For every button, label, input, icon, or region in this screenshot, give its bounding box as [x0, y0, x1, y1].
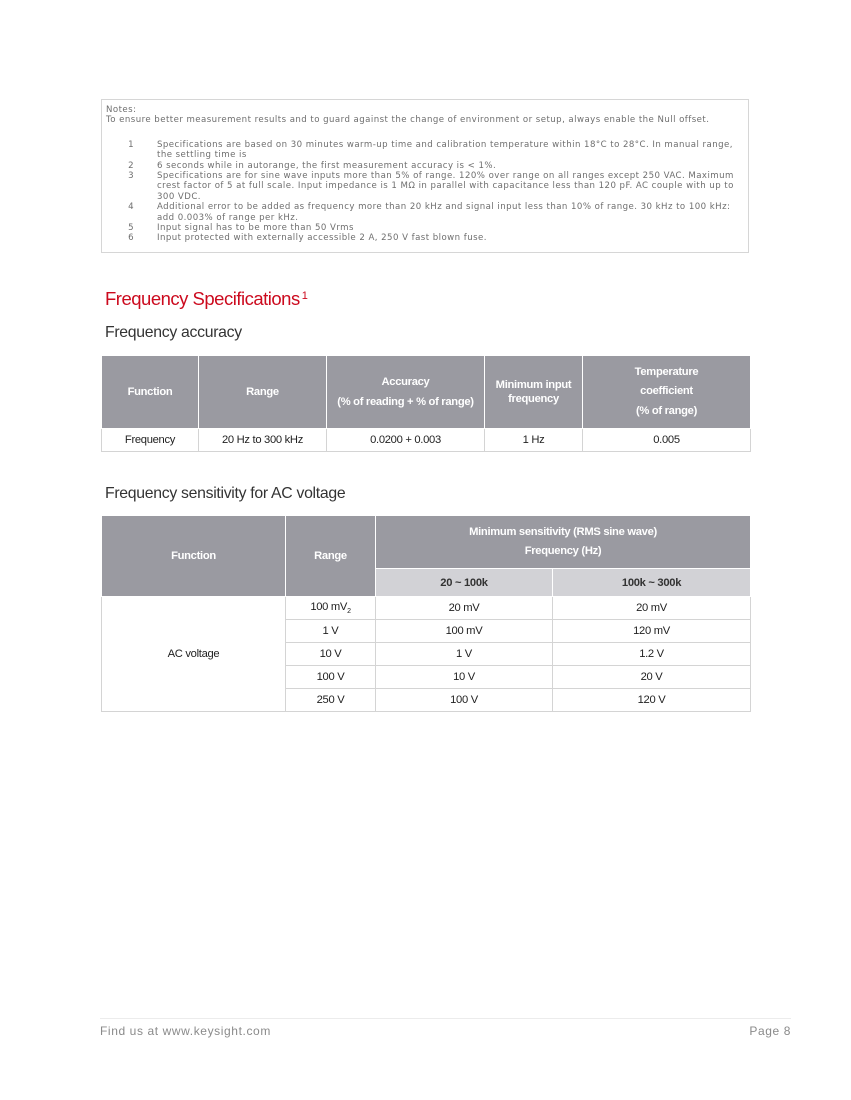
cell-sensitivity-high: 120 V [553, 689, 751, 712]
note-number: 3 [128, 171, 134, 182]
cell-sensitivity-high: 1.2 V [553, 643, 751, 666]
cell-sensitivity-high: 20 V [553, 666, 751, 689]
notes-box [101, 99, 749, 253]
note-text: Additional error to be added as frequency more than 20 kHz and signal input less than 10% of range. 30 kHz to 100 kHz: add 0.003% of range per kHz. [157, 202, 731, 223]
header-temp-line1: Temperature [634, 365, 699, 378]
header-freq-low: 20 ~ 100k [376, 569, 553, 597]
cell-sensitivity-low: 100 mV [376, 620, 553, 643]
header-range: Range [286, 516, 376, 597]
header-function: Function [102, 516, 286, 597]
cell-sensitivity-low: 100 V [376, 689, 553, 712]
note-text: Specifications are for sine wave inputs more than 5% of range. 120% over range on all ranges except 250 VAC. Maximum crest factor of 5 at full scale. Input impedance is 1 MΩ in parallel with capacitance less than 120 pF. AC couple with up to 300 VDC. [157, 171, 734, 202]
footer-divider [100, 1018, 791, 1019]
cell-range-text: 100 mV [310, 600, 348, 613]
accuracy-header-row [102, 356, 751, 429]
note-number: 5 [128, 223, 134, 234]
section-title [105, 288, 307, 310]
header-accuracy-line1: Accuracy [381, 376, 430, 388]
table-row [102, 597, 751, 620]
cell-function: AC voltage [102, 597, 286, 712]
note-item [106, 161, 744, 171]
header-min-sensitivity [376, 516, 751, 569]
cell-sensitivity-high: 120 mV [553, 620, 751, 643]
cell-range: 10 V [286, 643, 376, 666]
header-function: Function [102, 356, 199, 429]
note-item [106, 223, 744, 233]
table-row [102, 429, 751, 452]
note-number: 6 [128, 233, 134, 244]
footer-website-link[interactable]: Find us at www.keysight.com [100, 1024, 271, 1038]
cell-range: 100 V [286, 666, 376, 689]
footer-page-number: Page 8 [749, 1024, 791, 1038]
note-item [106, 140, 744, 161]
header-temp-line2: coefficient [640, 385, 693, 398]
cell-accuracy: 0.0200 + 0.003 [327, 429, 485, 452]
accuracy-table [101, 355, 751, 452]
note-item [106, 233, 744, 243]
cell-function: Frequency [102, 429, 199, 452]
note-number: 1 [128, 139, 134, 150]
notes-heading: Notes: [106, 105, 137, 115]
cell-range [286, 597, 376, 620]
header-freq-high: 100k ~ 300k [553, 569, 751, 597]
sensitivity-title: Frequency sensitivity for AC voltage [105, 485, 346, 502]
cell-temp: 0.005 [583, 429, 751, 452]
cell-range: 1 V [286, 620, 376, 643]
header-range: Range [199, 356, 327, 429]
note-item [106, 171, 744, 202]
note-number: 2 [128, 160, 134, 171]
header-group-line2: Frequency (Hz) [524, 545, 602, 557]
header-group-line1: Minimum sensitivity (RMS sine wave) [469, 526, 657, 538]
header-accuracy [327, 356, 485, 429]
header-temp-line3: (% of range) [635, 404, 698, 417]
note-text: Input protected with externally accessible 2 A, 250 V fast blown fuse. [157, 233, 487, 244]
cell-range: 250 V [286, 689, 376, 712]
cell-sensitivity-high: 20 mV [553, 597, 751, 620]
note-text: 6 seconds while in autorange, the first measurement accuracy is < 1%. [157, 160, 497, 171]
sensitivity-header-row [102, 516, 751, 569]
header-temp-coefficient [583, 356, 751, 429]
note-number: 4 [128, 202, 134, 213]
note-item [106, 202, 744, 223]
notes-intro: To ensure better measurement results and to guard against the change of environment or setup, always enable the Null offset. [106, 115, 710, 126]
cell-range: 20 Hz to 300 kHz [199, 429, 327, 452]
header-accuracy-line2: (% of reading + % of range) [337, 396, 474, 408]
note-text: Specifications are based on 30 minutes warm-up time and calibration temperature within 18°C to 28°C. In manual range, the settling time is [157, 139, 733, 161]
cell-sensitivity-low: 20 mV [376, 597, 553, 620]
header-min-input: Minimum input frequency [485, 356, 583, 429]
cell-sensitivity-low: 10 V [376, 666, 553, 689]
cell-sensitivity-low: 1 V [376, 643, 553, 666]
cell-min-input: 1 Hz [485, 429, 583, 452]
accuracy-title: Frequency accuracy [105, 324, 242, 341]
notes-list [106, 140, 744, 244]
section-title-text: Frequency Specifications [105, 288, 300, 309]
sensitivity-table [101, 515, 751, 712]
note-text: Input signal has to be more than 50 Vrms [157, 223, 354, 234]
cell-range-footnote: 2 [347, 608, 351, 616]
section-title-footnote: 1 [301, 290, 308, 302]
